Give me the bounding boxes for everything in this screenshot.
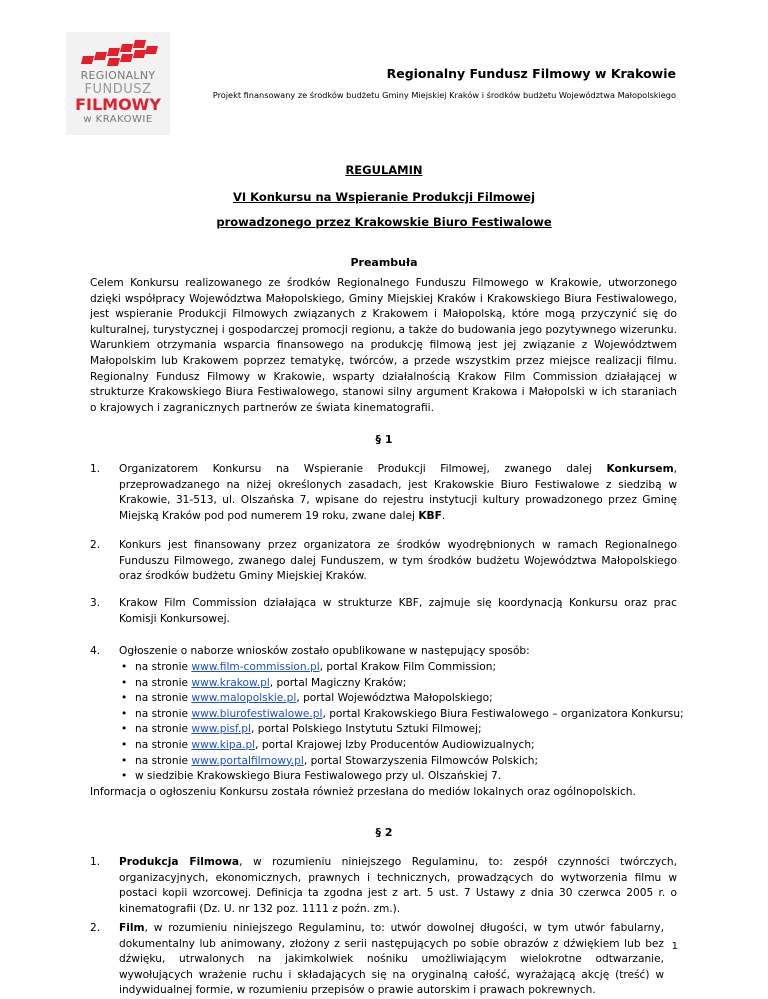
logo-line-1: REGIONALNY: [80, 69, 156, 82]
s1-item-4-outro: Informacja o ogłoszeniu Konkursu została również przesłana do mediów lokalnych oraz ogólnopolskich.: [90, 786, 636, 798]
link-portalfilmowy[interactable]: www.portalfilmowy.pl: [191, 754, 304, 767]
preamble-text: Celem Konkursu realizowanego ze środków Regionalnego Funduszu Filmowego w Krakowie, utworzonego dzięki współpracy Województwa Małopolskiego, Gminy Miejskiej Kraków i Krakowskiego Biura Festiwalowego, jest wspieranie Produkcji Filmowych związanych z Krakowem i Małopolską, które mogą przyczynić się do kulturalnej, turystycznej i gospodarczej promocji regionu, a także do budowania jego pozytywnego wizerunku. Warunkiem otrzymania wsparcia finansowego na produkcję filmową jest jej związanie z Województwem Małopolskim lub Krakowem poprzez tematykę, twórców, a przede wszystkim przez miejsce realizacji filmu. Regionalny Fundusz Filmowy w Krakowie, wsparty działalnością Krakow Film Commission działającej w strukturze Krakowskiego Biura Festiwalowego, stanowi silny argument Krakowa i Małopolski w ich staraniach o krajowych i zagranicznych partnerów ze świata kinematografii.: [90, 277, 677, 414]
s2-item-2-text: Film, w rozumieniu niniejszego Regulaminu, to: utwór dowolnej długości, w tym utwór fabularny, dokumentalny lub animowany, złożony z serii następujących po sobie obrazów z dźwiękiem lub bez dźwięku, utrwalonych na jakimkolwiek nośniku umożliwiającym wielokrotne odtwarzanie, wywołujących wrażenie ruchu i składających się na oryginalną całość, wyrażającą akcję (treść) w indywidualnej formie, w rozumieniu przepisów o prawie autorskim i prawach pokrewnych.: [119, 922, 664, 997]
section-2-heading: § 2: [375, 826, 393, 839]
list-item: • w siedzibie Krakowskiego Biura Festiwalowego przy ul. Olszańskiej 7.: [119, 769, 677, 785]
page-number: 1: [671, 941, 678, 952]
publication-channels-list: [119, 660, 684, 785]
s1-item-2-text: Konkurs jest finansowany przez organizatora ze środków wyodrębnionych w ramach Regionalnego Funduszu Filmowego, zwanego dalej Funduszem, w tym środków budżetu Województwa Małopolskiego oraz środków budżetu Gminy Miejskiej Kraków.: [119, 539, 677, 583]
logo-line-4: w KRAKOWIE: [83, 114, 153, 125]
s1-item-2-number: 2.: [90, 539, 101, 551]
s1-item-4-number: 4.: [90, 645, 101, 657]
s1-item-3-text: Krakow Film Commission działająca w strukturze KBF, zajmuje się koordynacją Konkursu oraz prac Komisji Konkursowej.: [119, 597, 677, 625]
s1-item-1-text: Organizatorem Konkursu na Wspieranie Produkcji Filmowej, zwanego dalej Konkursem, przeprowadzanego na niżej określonych zasadach, jest Krakowskie Biuro Festiwalowe z siedzibą w Krakowie, 31-513, ul. Olszańska 7, wpisane do rejestru instytucji kultury prowadzonego przez Gminę Miejską Kraków pod pod numerem 19 roku, zwane dalej KBF.: [119, 463, 677, 522]
list-item: • na stronie www.film-commission.pl, portal Krakow Film Commission;: [119, 660, 677, 676]
logo-tiles-graphic: [80, 40, 156, 66]
list-item: • na stronie www.pisf.pl, portal Polskiego Instytutu Sztuki Filmowej;: [119, 722, 677, 738]
doc-title-organizer: prowadzonego przez Krakowskie Biuro Festiwalowe: [216, 215, 552, 229]
s2-item-2-number: 2.: [90, 922, 101, 934]
s2-item-1-text: Produkcja Filmowa, w rozumieniu niniejszego Regulaminu, to: zespół czynności twórczych, organizacyjnych, ekonomicznych, prawnych i technicznych, prowadzących do wytworzenia filmu w postaci kopii wzorcowej. Definicja ta zgodna jest z art. 5 ust. 7 Ustawy z dnia 30 czerwca 2005 r. o kinematografii (Dz. U. nr 132 poz. 1111 z poźn. zm.).: [119, 856, 678, 915]
s1-item-4-intro: Ogłoszenie o naborze wniosków zostało opublikowane w następujący sposób:: [119, 645, 530, 657]
section-1-heading: § 1: [375, 433, 393, 446]
preamble-heading: Preambuła: [350, 256, 418, 269]
term-konkurs: Konkursem: [606, 463, 674, 475]
link-krakow[interactable]: www.krakow.pl: [191, 676, 270, 689]
list-item: • na stronie www.biurofestiwalowe.pl, portal Krakowskiego Biura Festiwalowego – organizatora Konkursu;: [119, 707, 677, 723]
doc-title-regulamin: REGULAMIN: [345, 163, 423, 177]
logo-line-3: FILMOWY: [75, 95, 161, 114]
term-film: Film: [119, 922, 145, 934]
s1-item-3-number: 3.: [90, 597, 101, 609]
s1-item-1-number: 1.: [90, 463, 101, 475]
link-pisf[interactable]: www.pisf.pl: [191, 723, 251, 736]
list-item: • na stronie www.portalfilmowy.pl, portal Stowarzyszenia Filmowców Polskich;: [119, 754, 677, 770]
list-item: • na stronie www.kipa.pl, portal Krajowej Izby Producentów Audiowizualnych;: [119, 738, 677, 754]
fund-logo: [66, 32, 170, 135]
list-item: • na stronie www.krakow.pl, portal Magiczny Kraków;: [119, 676, 677, 692]
list-item: • na stronie www.malopolskie.pl, portal Województwa Małopolskiego;: [119, 691, 677, 707]
funding-subtitle: Projekt finansowany ze środków budżetu Gminy Miejskiej Kraków i środków budżetu Województwa Małopolskiego: [212, 90, 676, 100]
link-film-commission[interactable]: www.film-commission.pl: [191, 661, 320, 673]
link-malopolskie[interactable]: www.malopolskie.pl: [191, 692, 297, 705]
link-biurofestiwalowe[interactable]: www.biurofestiwalowe.pl: [191, 707, 323, 720]
s2-item-1-number: 1.: [90, 856, 101, 868]
term-produkcja-filmowa: Produkcja Filmowa: [119, 856, 240, 868]
term-kbf: KBF: [418, 509, 442, 522]
logo-line-2: FUNDUSZ: [84, 82, 152, 97]
doc-title-contest: VI Konkursu na Wspieranie Produkcji Filmowej: [232, 190, 536, 204]
link-kipa[interactable]: www.kipa.pl: [191, 738, 256, 751]
organization-title: Regionalny Fundusz Filmowy w Krakowie: [386, 66, 676, 81]
